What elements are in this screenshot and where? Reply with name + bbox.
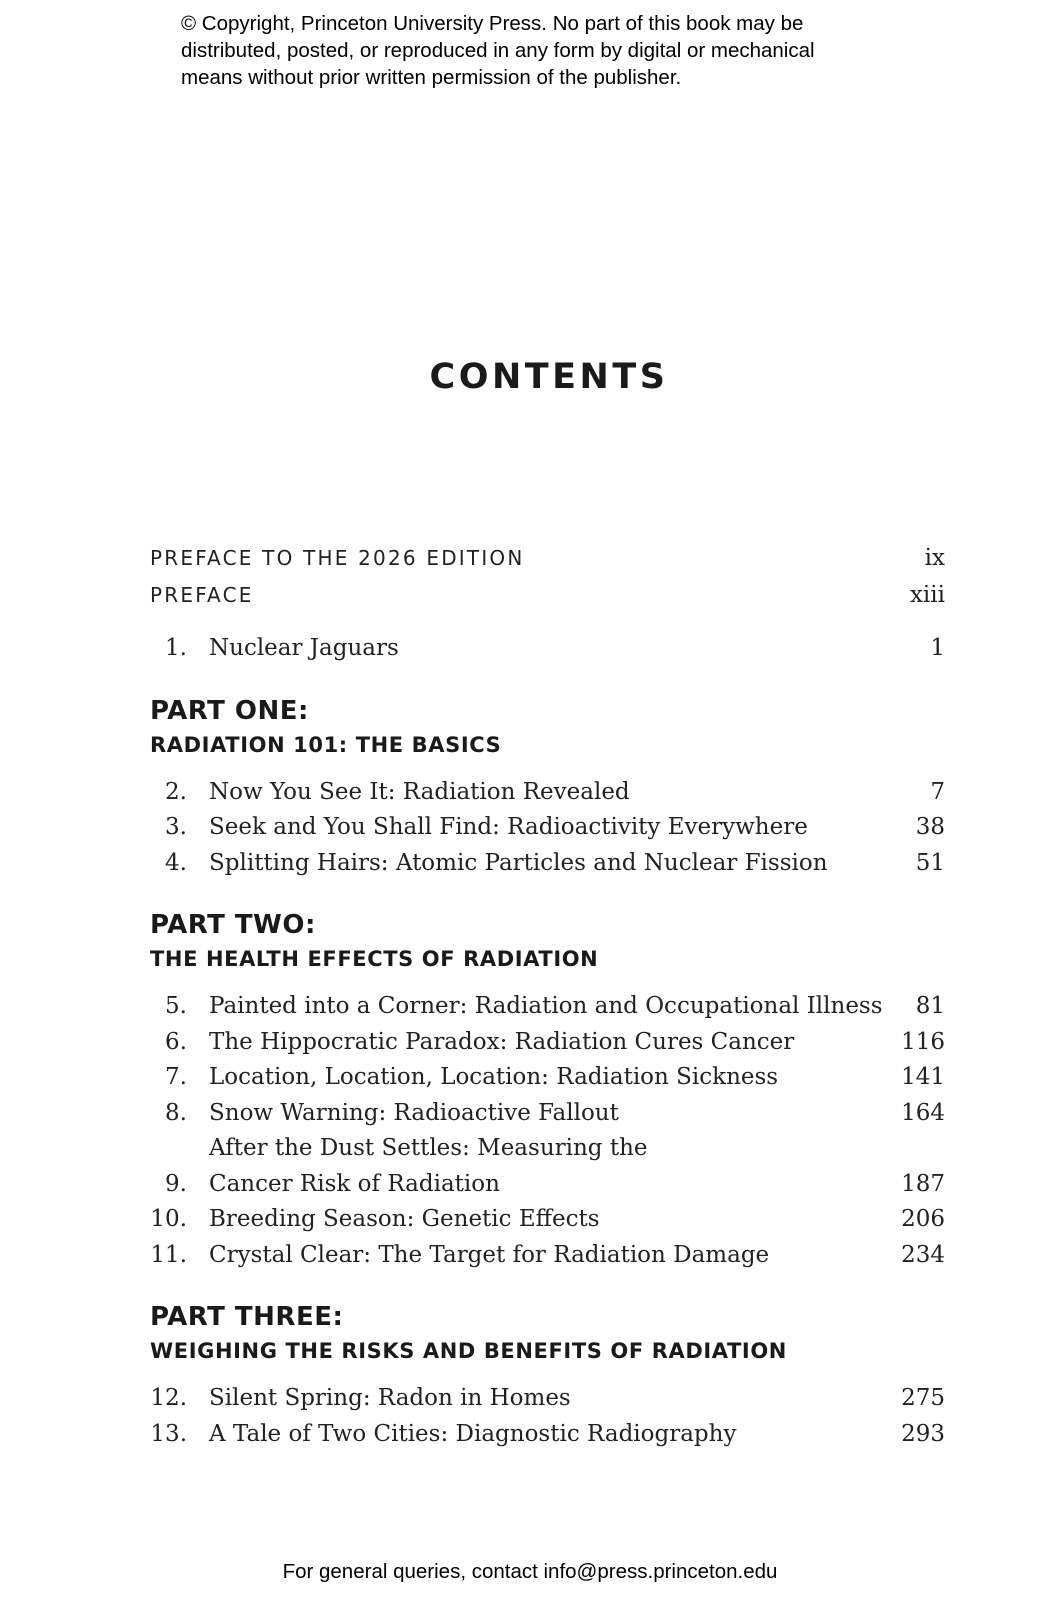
page-number: 234: [901, 1241, 945, 1268]
chapter-number: 7.: [165, 1064, 187, 1090]
chapter-title-line: Breeding Season: Genetic Effects: [209, 1206, 600, 1232]
chapter-title: [187, 810, 885, 846]
chapter-title-line: Seek and You Shall Find: Radioactivity Everywhere: [209, 814, 808, 840]
front-matter-entry: [150, 545, 945, 582]
chapter-number: 4.: [165, 849, 187, 876]
chapter-title: [187, 846, 885, 882]
page-number: 141: [901, 1064, 945, 1090]
copyright-line: means without prior written permission of the publisher.: [181, 66, 682, 89]
chapter-number: 5.: [165, 993, 187, 1019]
chapter-number: 9.: [165, 1170, 187, 1197]
chapter-title-line: Now You See It: Radiation Revealed: [209, 778, 630, 805]
part-subtitle: WEIGHING THE RISKS AND BENEFITS OF RADIATION: [150, 1339, 787, 1363]
front-matter-entry: [150, 582, 945, 619]
page-number: 38: [915, 814, 945, 840]
part-label: PART THREE:: [150, 1302, 344, 1332]
table-of-contents: [150, 545, 945, 1452]
part-subtitle: RADIATION 101: THE BASICS: [150, 732, 502, 757]
chapter-number: 1.: [165, 635, 187, 661]
page-number: 81: [915, 993, 945, 1019]
chapter-title: [187, 775, 885, 811]
toc-entry: [150, 1381, 945, 1417]
chapter-title: [187, 1131, 885, 1202]
chapter-title: [187, 1202, 885, 1238]
page-number: 187: [901, 1170, 945, 1197]
footer-contact: For general queries, contact info@press.princeton.edu: [282, 1560, 778, 1583]
page-number: 116: [901, 1028, 945, 1055]
page-number: 7: [930, 778, 945, 805]
part-label: PART ONE:: [150, 695, 309, 726]
page-number: 275: [901, 1385, 945, 1411]
toc-entry: [150, 810, 945, 846]
chapter-title-line: Crystal Clear: The Target for Radiation Damage: [209, 1241, 770, 1268]
chapter-title-line: Location, Location, Location: Radiation Sickness: [209, 1064, 779, 1090]
part-subtitle: THE HEALTH EFFECTS OF RADIATION: [150, 947, 599, 971]
chapter-title: [187, 989, 885, 1025]
chapter-title-line: The Hippocratic Paradox: Radiation Cures Cancer: [209, 1028, 795, 1055]
chapter-title-line: Nuclear Jaguars: [209, 635, 399, 661]
chapter-title-line: Painted into a Corner: Radiation and Occupational Illness: [209, 993, 883, 1019]
page-title: CONTENTS: [429, 357, 669, 397]
page-number: 51: [915, 849, 945, 876]
page-number: ix: [924, 545, 945, 571]
toc-entry: [150, 1417, 945, 1453]
toc-entry: [150, 846, 945, 882]
page-number: 1: [930, 635, 945, 661]
chapter-title: [187, 1025, 885, 1061]
copyright-notice: [181, 10, 901, 91]
toc-entry: [150, 1202, 945, 1238]
part-heading: [150, 1299, 945, 1367]
chapter-list: [150, 631, 945, 667]
toc-entry: [150, 775, 945, 811]
chapter-title: [187, 1238, 885, 1274]
chapter-number: 2.: [165, 778, 187, 805]
copyright-line: distributed, posted, or reproduced in any form by digital or mechanical: [181, 39, 815, 62]
toc-entry: [150, 989, 945, 1025]
chapter-number: 13.: [150, 1420, 187, 1447]
chapter-number: 12.: [150, 1385, 187, 1411]
chapter-number: 8.: [165, 1099, 187, 1126]
chapter-list: [150, 1381, 945, 1452]
copyright-line: © Copyright, Princeton University Press. No part of this book may be: [181, 12, 804, 35]
chapter-title-line: Splitting Hairs: Atomic Particles and Nuclear Fission: [209, 849, 828, 876]
toc-entry: [150, 1131, 945, 1202]
chapter-title-line: Cancer Risk of Radiation: [209, 1170, 500, 1197]
part-label: PART TWO:: [150, 910, 316, 940]
chapter-number: 11.: [150, 1241, 187, 1268]
part-heading: [150, 907, 945, 975]
chapter-number: 3.: [165, 814, 187, 840]
toc-entry: [150, 1238, 945, 1274]
front-matter-label: PREFACE TO THE 2026 EDITION: [150, 546, 525, 570]
front-matter-label: PREFACE: [150, 583, 254, 607]
chapter-title-line: Snow Warning: Radioactive Fallout: [209, 1099, 619, 1126]
chapter-title: [187, 631, 885, 667]
chapter-number: 10.: [150, 1206, 187, 1232]
chapter-title-line: A Tale of Two Cities: Diagnostic Radiography: [209, 1420, 737, 1447]
chapter-title: [187, 1060, 885, 1096]
chapter-title-line: Silent Spring: Radon in Homes: [209, 1385, 571, 1411]
page-number: 164: [901, 1099, 945, 1126]
toc-entry: [150, 631, 945, 667]
toc-entry: [150, 1060, 945, 1096]
chapter-list: [150, 775, 945, 882]
chapter-title: [187, 1381, 885, 1417]
part-heading: [150, 693, 945, 761]
page-number: 206: [901, 1206, 945, 1232]
page-number: xiii: [909, 582, 945, 608]
toc-entry: [150, 1096, 945, 1132]
chapter-list: [150, 989, 945, 1273]
page-number: 293: [901, 1420, 945, 1447]
chapter-number: 6.: [165, 1028, 187, 1055]
chapter-title-line: After the Dust Settles: Measuring the: [209, 1135, 648, 1161]
chapter-title: [187, 1096, 885, 1132]
toc-entry: [150, 1025, 945, 1061]
chapter-title: [187, 1417, 885, 1453]
